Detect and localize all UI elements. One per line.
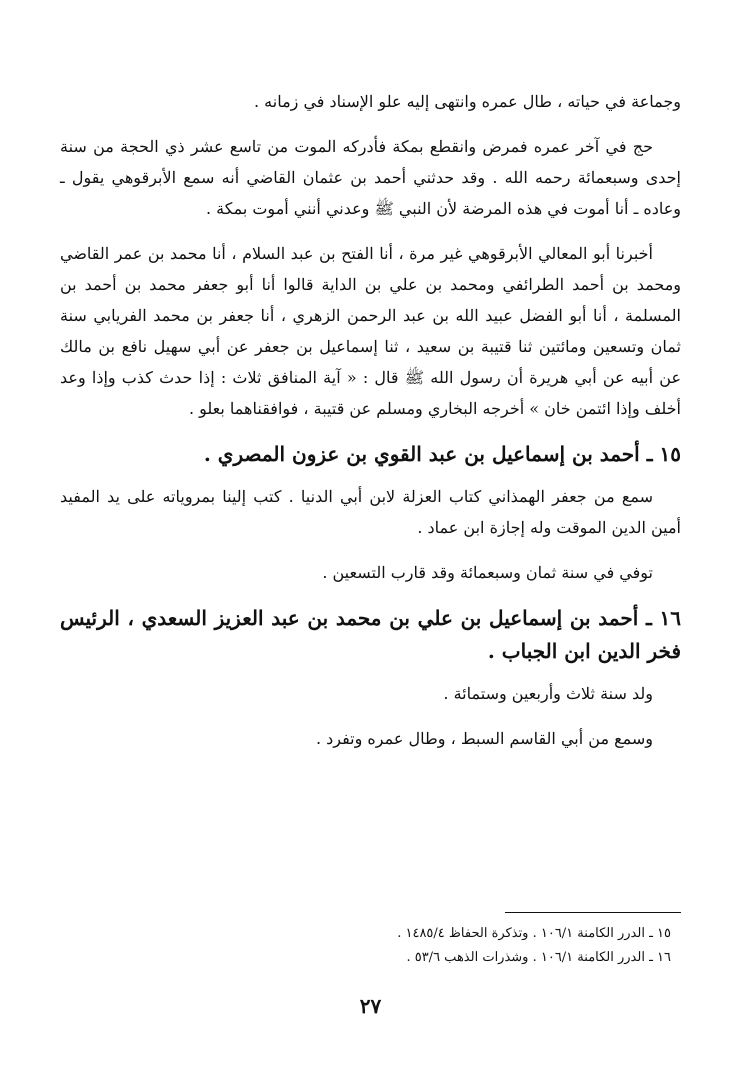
entry-16-title: ١٦ ـ أحمد بن إسماعيل بن علي بن محمد بن عبد العزيز السعدي ، الرئيس فخر الدين ابن الجباب . <box>60 606 681 663</box>
paragraph-2: حج في آخر عمره فمرض وانقطع بمكة فأدركه الموت من تاسع عشر ذي الحجة من سنة إحدى وسبعمائة رحمه الله . وقد حدثني أحمد بن عثمان القاضي أنه سمع الأبرقوهي يقول ـ وعاده ـ أنا أموت في هذه المرضة لأن النبي ﷺ وعدني أنني أموت بمكة . <box>60 137 681 218</box>
paragraph-1: وجماعة في حياته ، طال عمره وانتهى إليه علو الإسناد في زمانه . <box>254 92 681 111</box>
footnote-16: ١٦ ـ الدرر الكامنة ١٠٦/١ . وشذرات الذهب ٥٣/٦ . <box>406 950 671 965</box>
entry-15-paragraph-1: سمع من جعفر الهمذاني كتاب العزلة لابن أبي الدنيا . كتب إلينا بمروياته على يد المفيد أمين الدين الموقت وله إجازة ابن عماد . <box>60 487 681 537</box>
footnotes <box>60 922 681 970</box>
entry-15-paragraph-2: توفي في سنة ثمان وسبعمائة وقد قارب التسعين . <box>322 563 653 582</box>
entry-16-paragraph-1: ولد سنة ثلاث وأربعين وستمائة . <box>443 684 653 703</box>
book-page <box>60 86 681 1084</box>
paragraph-3: أخبرنا أبو المعالي الأبرقوهي غير مرة ، أنا الفتح بن عبد السلام ، أنا محمد بن عمر القاضي ومحمد بن أحمد الطرائفي ومحمد بن علي بن الداية قالوا أنا أبو جعفر محمد بن أحمد بن المسلمة ، أنا أبو الفضل عبيد الله بن عبد الرحمن الزهري ، أنا جعفر بن محمد الفريابي سنة ثمان وتسعين ومائتين ثنا قتيبة بن سعيد ، ثنا إسماعيل بن جعفر عن أبي سهيل نافع بن مالك عن أبيه عن أبي هريرة أن رسول الله ﷺ قال : « آية المنافق ثلاث : إذا حدث كذب وإذا وعد أخلف وإذا ائتمن خان » أخرجه البخاري ومسلم عن قتيبة ، فوافقناهما بعلو . <box>60 244 681 418</box>
entry-15-title: ١٥ ـ أحمد بن إسماعيل بن عبد القوي بن عزون المصري . <box>203 442 681 466</box>
page-number: ٢٧ <box>359 994 382 1018</box>
footnote-15: ١٥ ـ الدرر الكامنة ١٠٦/١ . وتذكرة الحفاظ ١٤٨٥/٤ . <box>397 926 671 941</box>
entry-16-paragraph-2: وسمع من أبي القاسم السبط ، وطال عمره وتفرد . <box>315 729 653 748</box>
footnote-separator <box>505 912 681 913</box>
